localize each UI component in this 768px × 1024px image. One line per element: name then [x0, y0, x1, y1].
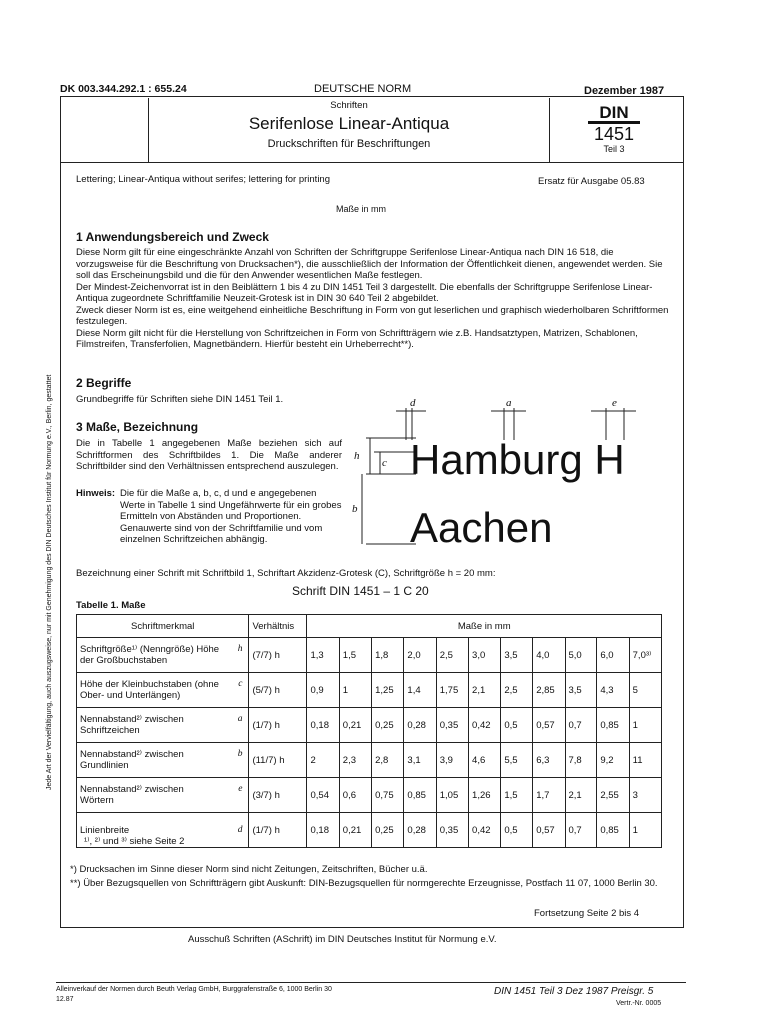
- table-footnote: ¹⁾, ²⁾ und ³⁾ siehe Seite 2: [84, 836, 185, 847]
- dim-label-c: c: [382, 457, 387, 469]
- row-value: 0,7: [565, 813, 597, 848]
- section-2-heading: 2 Begriffe: [76, 376, 132, 390]
- row-value: 1,5: [501, 778, 533, 813]
- section-1-heading: 1 Anwendungsbereich und Zweck: [76, 230, 269, 244]
- row-value: 7,8: [565, 743, 597, 778]
- section-2-body: Grundbegriffe für Schriften siehe DIN 1451 Teil 1.: [76, 394, 284, 405]
- row-value: 3,5: [501, 638, 533, 673]
- row-ratio: (5/7) h: [249, 673, 307, 708]
- section-1-p3: Zweck dieser Norm ist es, eine weitgehend einheitliche Beschriftung in Form von gut leserlichen und graphisch wiederholbaren Schriftformen festzulegen.: [76, 304, 669, 327]
- dim-label-h: h: [354, 450, 360, 462]
- row-feature: [77, 638, 249, 673]
- document-title: Serifenlose Linear-Antiqua: [248, 114, 450, 133]
- row-symbol: b: [237, 749, 243, 759]
- row-feature: [77, 708, 249, 743]
- units-note: Maße in mm: [336, 204, 387, 214]
- table-caption: Tabelle 1. Maße: [76, 600, 146, 611]
- issue-date: Dezember 1987: [584, 85, 665, 97]
- row-symbol: a: [237, 714, 243, 724]
- row-value: 0,85: [404, 778, 436, 813]
- row-value: 6,0: [597, 638, 629, 673]
- row-value: 0,85: [597, 708, 629, 743]
- row-value: 1: [629, 813, 661, 848]
- title-block: [150, 100, 548, 150]
- din-number: 1451: [593, 124, 635, 144]
- section-1-p1: Diese Norm gilt für eine eingeschränkte Anzahl von Schriften der Schriftgruppe Serifenlose Linear-Antiqua nach DIN 16 518, die vorzugsweise für die Beschriftung von Drucksachen*), die ausschließlich der Information der Öffentlichkeit dienen, angewendet werden. Sie soll das Erscheinungsbild und die für den Anwender wesentlichen Maße festlegen.: [76, 247, 663, 281]
- row-value: 1: [629, 708, 661, 743]
- hint-label: Hinweis:: [76, 488, 116, 499]
- din-part: Teil 3: [603, 144, 625, 154]
- row-value: 4,0: [533, 638, 565, 673]
- row-ratio: (1/7) h: [249, 813, 307, 848]
- section-1-p4: Diese Norm gilt nicht für die Herstellung von Schriftzeichen in Form von Schriftträgern wie z.B. Handsatztypen, Matrizen, Schablonen, Filmstreifen, Transferfolien, Magnetbändern. Hierfür besteht ein Urheberrecht**).: [76, 327, 638, 350]
- row-symbol: e: [238, 784, 243, 794]
- dim-label-d: d: [410, 397, 416, 409]
- row-value: 0,18: [307, 813, 339, 848]
- din-badge: [588, 104, 640, 154]
- row-value: 7,0³⁾: [629, 638, 661, 673]
- row-value: 0,54: [307, 778, 339, 813]
- footer-vertr: Vertr.-Nr. 0005: [616, 1000, 662, 1007]
- english-title: Lettering; Linear-Antiqua without serifes; lettering for printing: [76, 174, 330, 185]
- lettering-figure: [346, 394, 676, 554]
- sample-word-aachen: Aachen: [410, 504, 553, 551]
- row-value: 0,57: [533, 708, 565, 743]
- row-value: 0,5: [501, 708, 533, 743]
- din-label: DIN: [588, 104, 640, 124]
- table-row: [77, 708, 662, 743]
- row-value: 0,35: [436, 813, 468, 848]
- header-divider-left: [148, 98, 149, 162]
- row-value: 9,2: [597, 743, 629, 778]
- row-feature: [77, 673, 249, 708]
- row-value: 0,21: [339, 813, 371, 848]
- row-value: 0,28: [404, 708, 436, 743]
- designation-intro: Bezeichnung einer Schrift mit Schriftbild 1, Schriftart Akzidenz-Grotesk (C), Schriftgröße h = 20 mm:: [76, 568, 496, 579]
- row-value: 6,3: [533, 743, 565, 778]
- row-value: 5,0: [565, 638, 597, 673]
- row-value: 11: [629, 743, 661, 778]
- norm-type: DEUTSCHE NORM: [314, 83, 412, 95]
- dim-label-e: e: [612, 397, 617, 409]
- designation-example: Schrift DIN 1451 – 1 C 20: [292, 584, 429, 598]
- col-header-values: Maße in mm: [307, 615, 662, 638]
- row-value: 3,9: [436, 743, 468, 778]
- dim-label-b: b: [352, 503, 358, 515]
- title-kicker: Schriften: [330, 100, 368, 111]
- row-value: 4,3: [597, 673, 629, 708]
- row-value: 2,8: [372, 743, 404, 778]
- row-ratio: (7/7) h: [249, 638, 307, 673]
- row-value: 0,7: [565, 708, 597, 743]
- section-3-heading: 3 Maße, Bezeichnung: [76, 420, 199, 434]
- row-symbol: h: [237, 644, 243, 654]
- row-value: 2,55: [597, 778, 629, 813]
- row-value: 2,3: [339, 743, 371, 778]
- row-value: 1,75: [436, 673, 468, 708]
- row-value: 2,85: [533, 673, 565, 708]
- row-value: 0,6: [339, 778, 371, 813]
- row-value: 3,5: [565, 673, 597, 708]
- row-feature-text: Nennabstand²⁾ zwischen Grundlinien: [80, 749, 184, 771]
- dk-number: DK 003.344.292.1 : 655.24: [60, 83, 187, 95]
- row-value: 0,5: [501, 813, 533, 848]
- table-row: [77, 743, 662, 778]
- table-row: [77, 673, 662, 708]
- col-header-feature: Schriftmerkmal: [77, 615, 249, 638]
- row-value: 3: [629, 778, 661, 813]
- row-value: 0,42: [469, 708, 501, 743]
- row-value: 4,6: [469, 743, 501, 778]
- row-feature-text: Linienbreite: [80, 824, 130, 836]
- footnote-2: **) Über Bezugsquellen von Schriftträgern gibt Auskunft: DIN-Bezugsquellen für normgerechte Erzeugnisse, Postfach 11 07, 1000 Berlin 30.: [70, 878, 658, 889]
- row-ratio: (3/7) h: [249, 778, 307, 813]
- hint-text: Die für die Maße a, b, c, d und e angegebenen Werte in Tabelle 1 sind Ungefährwerte für ein grobes Ermitteln von Abständen und Proportionen. Genauwerte sind von der Schriftfamilie und vom einzelnen Schriftzeichen abhängig.: [120, 488, 342, 545]
- row-value: 3,1: [404, 743, 436, 778]
- row-value: 1,25: [372, 673, 404, 708]
- continued-note: Fortsetzung Seite 2 bis 4: [534, 908, 640, 919]
- row-value: 2,1: [469, 673, 501, 708]
- row-value: 2,5: [501, 673, 533, 708]
- row-feature-text: Nennabstand²⁾ zwischen Schriftzeichen: [80, 714, 184, 736]
- footnote-1: *) Drucksachen im Sinne dieser Norm sind nicht Zeitungen, Zeitschriften, Bücher u.ä.: [70, 864, 428, 875]
- row-feature: [77, 778, 249, 813]
- row-feature-text: Höhe der Kleinbuchstaben (ohne Ober- und Unterlängen): [80, 679, 219, 701]
- section-1-body: [76, 247, 672, 351]
- header-divider-right: [549, 98, 550, 162]
- row-value: 0,42: [469, 813, 501, 848]
- row-symbol: c: [238, 679, 243, 689]
- replaces-edition: Ersatz für Ausgabe 05.83: [538, 176, 645, 187]
- row-value: 1: [339, 673, 371, 708]
- footer-sales: Alleinverkauf der Normen durch Beuth Verlag GmbH, Burggrafenstraße 6, 1000 Berlin 30: [56, 986, 332, 993]
- row-value: 5: [629, 673, 661, 708]
- row-value: 1,4: [404, 673, 436, 708]
- document-subtitle: Druckschriften für Beschriftungen: [267, 138, 431, 150]
- row-value: 2,5: [436, 638, 468, 673]
- row-symbol: d: [237, 824, 243, 835]
- dim-label-a: a: [506, 397, 512, 409]
- col-header-ratio: Verhältnis: [249, 615, 307, 638]
- row-value: 2: [307, 743, 339, 778]
- row-ratio: (1/7) h: [249, 708, 307, 743]
- footer-code: 12.87: [56, 996, 74, 1003]
- dimensions-table: [76, 614, 662, 848]
- row-value: 0,35: [436, 708, 468, 743]
- section-1-p2: Der Mindest-Zeichenvorrat ist in den Beiblättern 1 bis 4 zu DIN 1451 Teil 3 dargestellt. Die ebenfalls der Schriftgruppe Serifenlose Linear-Antiqua zugeordnete Schriftfamilie Neuzeit-Grotesk ist in DIN 30 640 Teil 2 abgebildet.: [76, 281, 653, 304]
- footer-rule: [56, 982, 686, 983]
- row-feature: [77, 743, 249, 778]
- row-value: 3,0: [469, 638, 501, 673]
- section-3-body: Die in Tabelle 1 angegebenen Maße beziehen sich auf Schriftformen des Schriftbildes 1. Die Maße anderer Schriftbilder sind den Verhältnissen entsprechend auszulegen.: [76, 438, 342, 472]
- row-value: 1,5: [339, 638, 371, 673]
- row-ratio: (11/7) h: [249, 743, 307, 778]
- copyright-side-note: Jede Art der Vervielfältigung, auch auszugsweise, nur mit Genehmigung des DIN Deutsches Institut für Normung e.V., Berlin, gestattet: [46, 374, 53, 790]
- row-value: 0,9: [307, 673, 339, 708]
- row-value: 1,26: [469, 778, 501, 813]
- table-row: [77, 778, 662, 813]
- sample-word-hamburg: Hamburg H: [410, 436, 625, 483]
- row-value: 0,75: [372, 778, 404, 813]
- row-value: 2,1: [565, 778, 597, 813]
- row-value: 1,7: [533, 778, 565, 813]
- row-feature-text: Nennabstand²⁾ zwischen Wörtern: [80, 784, 184, 806]
- row-value: 0,18: [307, 708, 339, 743]
- row-value: 1,3: [307, 638, 339, 673]
- row-value: 0,57: [533, 813, 565, 848]
- row-value: 2,0: [404, 638, 436, 673]
- row-value: 0,25: [372, 708, 404, 743]
- row-value: 0,25: [372, 813, 404, 848]
- committee: Ausschuß Schriften (ASchrift) im DIN Deutsches Institut für Normung e.V.: [188, 934, 497, 945]
- row-value: 5,5: [501, 743, 533, 778]
- row-value: 0,21: [339, 708, 371, 743]
- row-value: 1,8: [372, 638, 404, 673]
- row-value: 0,85: [597, 813, 629, 848]
- table-row: [77, 638, 662, 673]
- row-value: 1,05: [436, 778, 468, 813]
- footer-reference: DIN 1451 Teil 3 Dez 1987 Preisgr. 5: [494, 986, 654, 997]
- row-feature-text: Schriftgröße¹⁾ (Nenngröße) Höhe der Großbuchstaben: [80, 644, 220, 666]
- row-value: 0,28: [404, 813, 436, 848]
- header-bottom-line: [60, 162, 684, 163]
